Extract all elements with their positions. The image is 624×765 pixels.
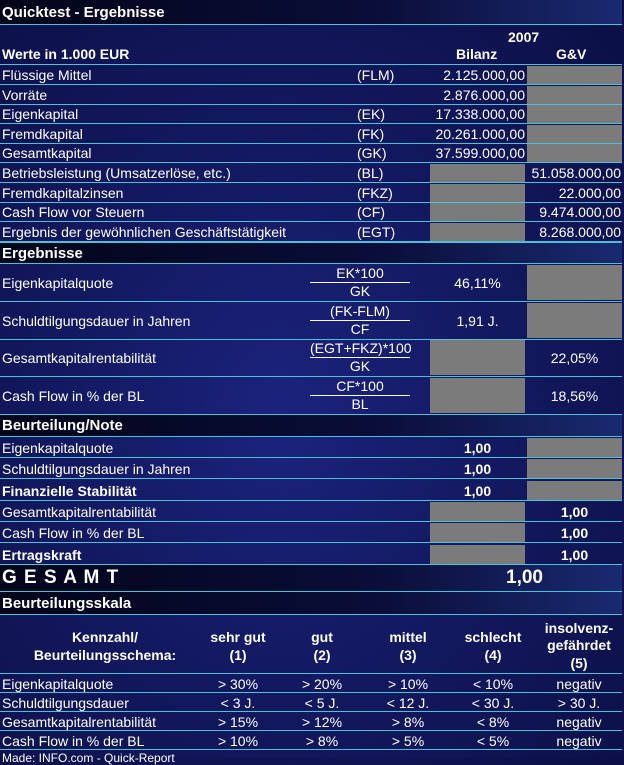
input-row-label: Vorräte — [2, 86, 48, 103]
skala-row-label: Eigenkapitalquote — [2, 676, 114, 692]
skala-value: < 8% — [476, 714, 510, 730]
skala-col3-grade: (3) — [399, 647, 417, 663]
col-guv-header: G&V — [556, 46, 587, 62]
result-label: Gesamtkapitalrentabilität — [2, 350, 157, 366]
bilanz-empty-cell — [430, 340, 525, 375]
skala-bar — [0, 592, 622, 614]
ergebnisse-bar — [0, 243, 622, 263]
ergebnisse-title: Ergebnisse — [2, 245, 83, 262]
guv-value: 22.000,00 — [558, 184, 621, 201]
bilanz-value: 37.599.000,00 — [435, 145, 525, 162]
skala-value: > 20% — [301, 676, 343, 692]
formula — [310, 339, 410, 375]
skala-value: > 30 J. — [557, 695, 601, 711]
bilanz-value: 20.261.000,00 — [435, 125, 525, 142]
grade-label: Schuldtilgungsdauer in Jahren — [2, 461, 191, 478]
grade-label: Eigenkapitalquote — [2, 440, 114, 456]
skala-value: negativ — [556, 733, 602, 749]
grade-bilanz-value: 1,00 — [463, 461, 492, 478]
footer-note: Made: INFO.com - Quick-Report — [2, 751, 175, 765]
row-divider — [0, 692, 622, 693]
result-guv-value: 18,56% — [550, 387, 599, 404]
bilanz-empty-cell — [430, 545, 525, 564]
skala-col2-header: gut — [311, 629, 333, 645]
skala-value: < 5% — [476, 733, 510, 749]
skala-value: < 5 J. — [304, 695, 340, 711]
guv-empty-cell — [527, 125, 622, 143]
skala-value: > 15% — [217, 714, 259, 730]
bilanz-empty-cell — [430, 378, 525, 413]
bilanz-value: 2.876.000,00 — [443, 86, 525, 103]
page-title: Quicktest - Ergebnisse — [2, 4, 165, 21]
divider — [0, 24, 622, 25]
guv-empty-cell — [527, 438, 622, 457]
skala-title: Beurteilungsskala — [2, 595, 132, 612]
skala-value: < 3 J. — [220, 695, 256, 711]
units-label: Werte in 1.000 EUR — [2, 46, 130, 62]
skala-value: < 10% — [472, 676, 514, 692]
input-row-abbr: (BL) — [357, 165, 384, 181]
guv-empty-cell — [527, 86, 622, 104]
input-row-label: Fremdkapital — [2, 125, 83, 142]
guv-empty-cell — [527, 66, 622, 84]
gesamt-label: G E S A M T — [2, 567, 120, 588]
formula-denominator: GK — [349, 358, 371, 374]
input-row-label: Flüssige Mittel — [2, 67, 92, 83]
title-bar — [0, 0, 622, 24]
guv-value: 8.268.000,00 — [539, 223, 621, 240]
guv-empty-cell — [527, 481, 622, 500]
skala-value: > 30% — [217, 676, 259, 692]
formula-denominator: GK — [349, 283, 371, 299]
skala-value: > 10% — [217, 733, 259, 749]
kennzahl-header-1: Kennzahl/ — [71, 629, 139, 645]
input-row-abbr: (EK) — [357, 106, 385, 123]
skala-col5-header-2: gefährdet — [547, 637, 611, 653]
skala-col4-header: schlecht — [464, 629, 522, 645]
divider — [0, 436, 622, 437]
input-row-abbr: (FKZ) — [357, 184, 393, 201]
grade-bilanz-value: 1,00 — [463, 440, 492, 456]
formula-denominator: CF — [350, 320, 370, 337]
year-header: 2007 — [508, 29, 540, 45]
skala-col2-grade: (2) — [313, 647, 331, 663]
grade-label: Finanzielle Stabilität — [2, 482, 137, 499]
formula — [310, 377, 410, 413]
divider — [0, 614, 622, 615]
row-divider — [0, 542, 622, 543]
skala-value: > 12% — [301, 714, 343, 730]
input-row-abbr: (FK) — [357, 125, 385, 142]
input-row-abbr: (FLM) — [357, 67, 395, 83]
row-divider — [0, 521, 622, 522]
beurteilung-bar — [0, 415, 622, 436]
row-divider — [0, 711, 622, 712]
result-label: Schuldtilgungsdauer in Jahren — [2, 312, 191, 329]
col-bilanz-header: Bilanz — [456, 46, 498, 62]
skala-value: > 5% — [391, 733, 425, 749]
bilanz-empty-cell — [430, 523, 525, 542]
result-bilanz-value: 46,11% — [454, 275, 501, 291]
row-divider — [0, 730, 622, 731]
skala-row-label: Gesamtkapitalrentabilität — [2, 714, 157, 730]
input-row-abbr: (CF) — [357, 204, 385, 221]
divider — [0, 673, 622, 674]
grade-guv-value: 1,00 — [560, 546, 589, 563]
result-guv-value: 22,05% — [550, 350, 599, 366]
skala-value: > 8% — [391, 714, 425, 730]
row-divider — [0, 749, 622, 750]
input-row-label: Fremdkapitalzinsen — [2, 184, 124, 201]
grade-label: Gesamtkapitalrentabilität — [2, 503, 157, 520]
guv-value: 51.058.000,00 — [531, 165, 621, 181]
guv-empty-cell — [527, 265, 622, 300]
formula — [310, 264, 410, 300]
grade-label: Cash Flow in % der BL — [2, 525, 145, 542]
skala-col5-grade: (5) — [570, 655, 588, 671]
bilanz-value: 17.338.000,00 — [435, 106, 525, 123]
result-bilanz-value: 1,91 J. — [456, 312, 499, 329]
gesamt-bar — [0, 565, 622, 591]
guv-empty-cell — [527, 144, 622, 162]
input-row-label: Cash Flow vor Steuern — [2, 204, 145, 221]
bilanz-value: 2.125.000,00 — [443, 67, 525, 83]
beurteilung-title: Beurteilung/Note — [2, 417, 123, 434]
skala-value: negativ — [556, 714, 602, 730]
formula-numerator: (FK-FLM) — [330, 302, 390, 319]
skala-col4-grade: (4) — [484, 647, 502, 663]
formula-numerator: (EGT+FKZ)*100 — [310, 340, 412, 356]
skala-row-label: Cash Flow in % der BL — [2, 733, 145, 749]
row-divider — [0, 457, 622, 458]
bilanz-empty-cell — [430, 502, 525, 521]
skala-value: < 12 J. — [386, 695, 430, 711]
input-row-label: Ergebnis der gewöhnlichen Geschäftstätigkeit — [2, 223, 287, 240]
skala-value: negativ — [556, 676, 602, 692]
skala-value: > 8% — [305, 733, 339, 749]
grade-bilanz-value: 1,00 — [463, 482, 492, 499]
skala-row-label: Schuldtilgungsdauer — [2, 695, 129, 711]
skala-col3-header: mittel — [389, 629, 427, 645]
input-row-abbr: (EGT) — [357, 223, 396, 240]
row-divider — [0, 182, 622, 183]
formula-numerator: CF*100 — [336, 377, 384, 394]
result-label: Eigenkapitalquote — [2, 275, 114, 291]
input-row-abbr: (GK) — [357, 145, 387, 162]
formula — [310, 302, 410, 338]
input-row-label: Eigenkapital — [2, 106, 79, 123]
result-label: Cash Flow in % der BL — [2, 387, 145, 404]
grade-label: Ertragskraft — [2, 546, 82, 563]
input-row-label: Gesamtkapital — [2, 145, 92, 162]
input-row-label: Betriebsleistung (Umsatzerlöse, etc.) — [2, 165, 231, 181]
guv-value: 9.474.000,00 — [539, 204, 621, 221]
skala-value: > 10% — [387, 676, 429, 692]
row-divider — [0, 478, 622, 479]
row-divider — [0, 202, 622, 203]
formula-denominator: BL — [351, 395, 369, 412]
skala-value: < 30 J. — [471, 695, 515, 711]
row-divider — [0, 500, 622, 501]
skala-col1-header: sehr gut — [210, 629, 266, 645]
grade-guv-value: 1,00 — [560, 503, 589, 520]
skala-col1-grade: (1) — [229, 647, 247, 663]
formula-numerator: EK*100 — [336, 265, 384, 281]
guv-empty-cell — [527, 303, 622, 338]
guv-empty-cell — [527, 105, 622, 123]
guv-empty-cell — [527, 459, 622, 478]
kennzahl-header-2: Beurteilungsschema: — [33, 647, 177, 663]
row-divider — [0, 162, 622, 163]
skala-col5-header-1: insolvenz- — [544, 620, 614, 636]
gesamt-value: 1,00 — [506, 567, 543, 588]
grade-guv-value: 1,00 — [560, 525, 589, 542]
row-divider — [0, 221, 622, 222]
divider — [0, 64, 622, 65]
